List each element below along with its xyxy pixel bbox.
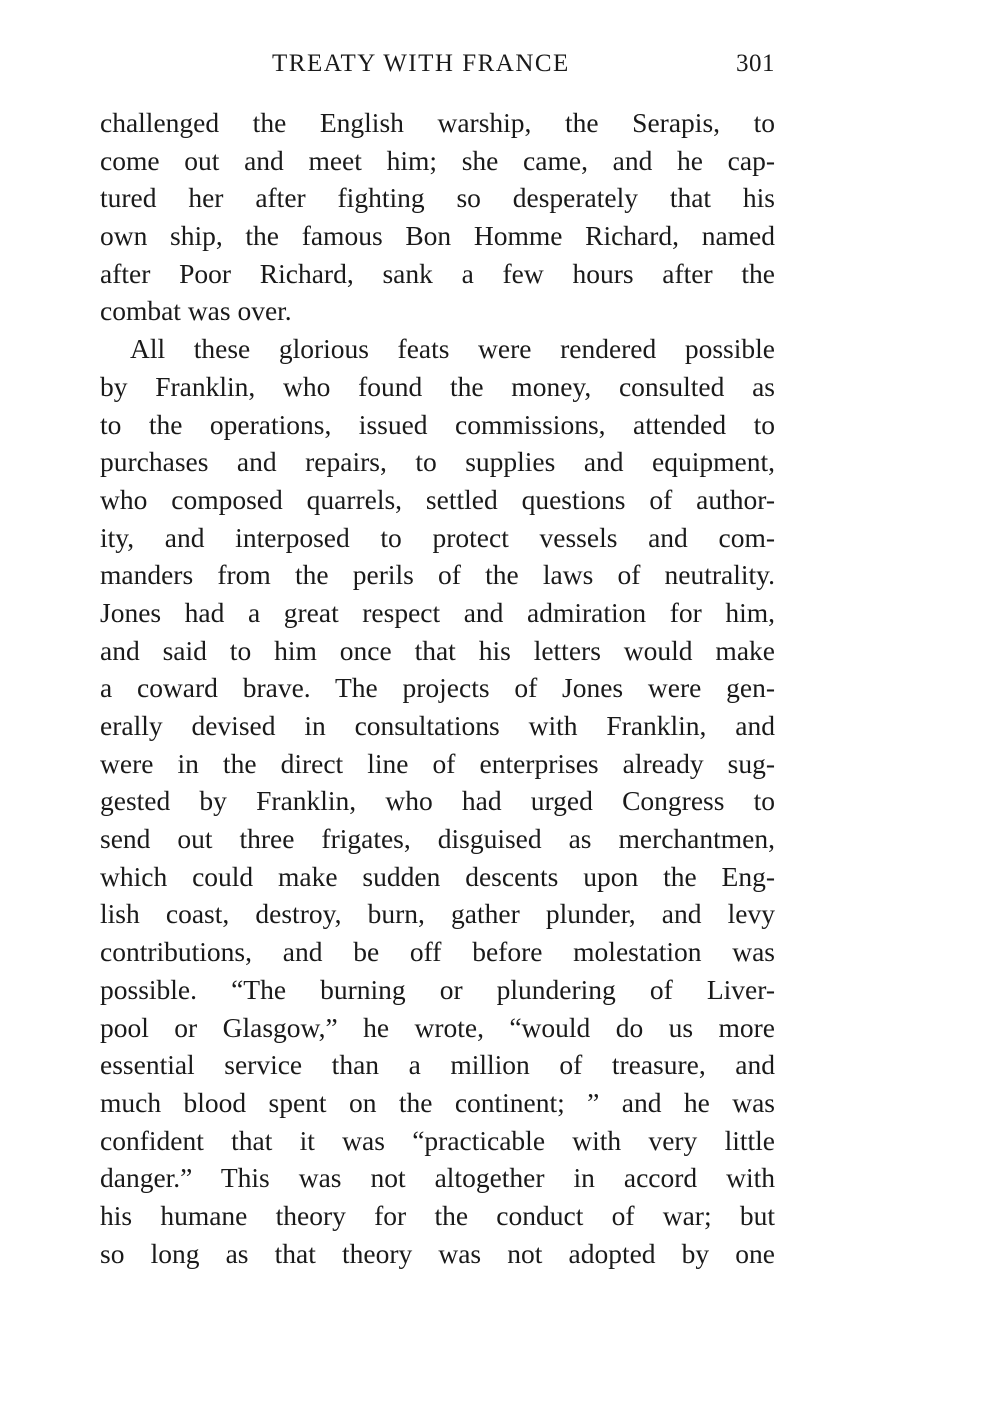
text-line: possible. “The burning or plundering of Liver- bbox=[100, 973, 775, 1005]
text-line: his humane theory for the conduct of war; but bbox=[100, 1199, 775, 1231]
page-number: 301 bbox=[736, 50, 775, 77]
text-line: confident that it was “practicable with very little bbox=[100, 1124, 775, 1156]
text-line: own ship, the famous Bon Homme Richard, named bbox=[100, 220, 775, 252]
text-line: were in the direct line of enterprises already sug- bbox=[100, 747, 775, 779]
text-line: contributions, and be off before molestation was bbox=[100, 936, 775, 968]
text-line: ity, and interposed to protect vessels and com- bbox=[100, 521, 775, 553]
text-line: lish coast, destroy, burn, gather plunder, and levy bbox=[100, 898, 775, 930]
text-line: much blood spent on the continent; ” and he was bbox=[100, 1086, 775, 1118]
body-text bbox=[100, 104, 775, 1272]
text-line: send out three frigates, disguised as merchantmen, bbox=[100, 823, 775, 855]
text-line: by Franklin, who found the money, consulted as bbox=[100, 370, 775, 402]
text-line: which could make sudden descents upon the Eng- bbox=[100, 860, 775, 892]
text-line: erally devised in consultations with Franklin, and bbox=[100, 710, 775, 741]
text-line: pool or Glasgow,” he wrote, “would do us more bbox=[100, 1011, 775, 1043]
running-head bbox=[100, 50, 775, 86]
text-line: come out and meet him; she came, and he cap- bbox=[100, 144, 775, 176]
text-line: tured her after fighting so desperately that his bbox=[100, 182, 775, 214]
text-line: challenged the English warship, the Serapis, to bbox=[100, 107, 775, 138]
text-line: after Poor Richard, sank a few hours after the bbox=[100, 257, 775, 289]
paragraph-2 bbox=[100, 330, 775, 1272]
text-line: and said to him once that his letters would make bbox=[100, 634, 775, 666]
paragraph-1 bbox=[100, 104, 775, 330]
text-line: combat was over. bbox=[100, 295, 292, 327]
text-line: purchases and repairs, to supplies and equipment, bbox=[100, 446, 775, 478]
text-line: All these glorious feats were rendered possible bbox=[130, 333, 775, 365]
text-line: danger.” This was not altogether in accord with bbox=[100, 1162, 775, 1194]
text-line: Jones had a great respect and admiration for him, bbox=[100, 596, 775, 628]
running-title: TREATY WITH FRANCE bbox=[272, 50, 570, 77]
text-line: a coward brave. The projects of Jones were gen- bbox=[100, 672, 775, 704]
text-line: to the operations, issued commissions, attended to bbox=[100, 408, 775, 440]
text-line: manders from the perils of the laws of neutrality. bbox=[100, 559, 775, 591]
text-line: essential service than a million of treasure, and bbox=[100, 1049, 775, 1081]
text-line: so long as that theory was not adopted by one bbox=[100, 1237, 775, 1269]
text-line: gested by Franklin, who had urged Congress to bbox=[100, 785, 775, 817]
text-line: who composed quarrels, settled questions of author- bbox=[100, 483, 775, 515]
